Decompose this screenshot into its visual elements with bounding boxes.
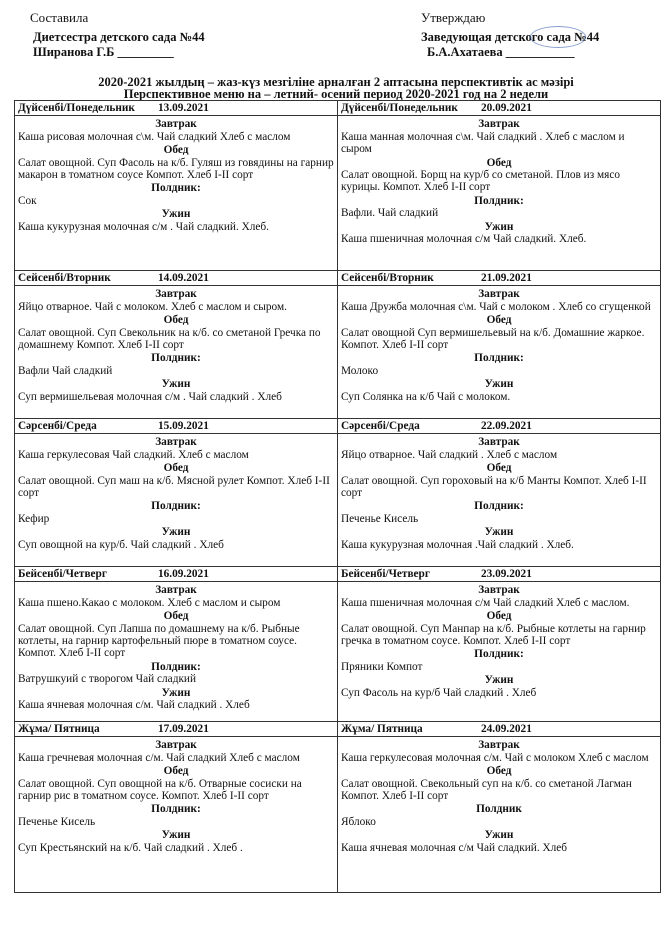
dinner-text: Суп вермишельевая молочная с/м . Чай сладкий . Хлеб: [18, 390, 282, 403]
week-day-row: [15, 567, 661, 722]
lunch-heading: Обед: [486, 314, 512, 327]
snack-text: Пряники Компот: [341, 660, 423, 673]
lunch-heading: Обед: [163, 610, 189, 623]
day-header: [338, 101, 660, 116]
snack-heading: Полдник:: [474, 352, 524, 365]
snack-heading: Полдник:: [151, 660, 201, 673]
day-cell: [338, 567, 661, 722]
breakfast-text: Яйцо отварное. Чай с молоком. Хлеб с маслом и сыром.: [18, 300, 287, 313]
lunch-text: Салат овощной Суп вермишельевый на к/б. Домашние жаркое. Компот. Хлеб I-II сорт: [341, 326, 645, 352]
snack-text: Сок: [18, 194, 37, 207]
day-cell: [15, 271, 338, 419]
day-cell: [338, 271, 661, 419]
breakfast-text: Каша манная молочная с\м. Чай сладкий . Хлеб с маслом и сыром: [341, 130, 625, 156]
compiled-by-label: Составила: [30, 10, 89, 25]
breakfast-text: Каша рисовая молочная с\м. Чай сладкий Хлеб с маслом: [18, 130, 291, 143]
day-cell: [15, 419, 338, 567]
day-date: 15.09.2021: [158, 420, 209, 432]
dinner-heading: Ужин: [161, 686, 191, 699]
dinner-text: Суп Солянка на к/б Чай с молоком.: [341, 390, 511, 403]
lunch-heading: Обед: [163, 765, 189, 778]
signature-stamp: [530, 26, 586, 48]
lunch-text: Салат овощной. Суп овощной на к/б. Отварные сосиски на гарнир рис в томатном соусе. Компот. Хлеб I-II сорт: [18, 777, 302, 803]
snack-heading: Полдник: [476, 803, 522, 816]
lunch-heading: Обед: [486, 765, 512, 778]
day-header: [15, 101, 337, 116]
day-date: 21.09.2021: [481, 272, 532, 284]
lunch-heading: Обед: [163, 462, 189, 475]
menu-title-kazakh: 2020-2021 жылдың – жаз-күз мезгiлiне арналған 2 аптасына перспективтiк ас мәзiрi: [98, 75, 574, 89]
lunch-text: Салат овощной. Суп Манпар на к/б. Рыбные котлеты на гарнир гречка в томатном соусе. Компот. Хлеб I-II сорт: [341, 622, 646, 648]
breakfast-heading: Завтрак: [478, 118, 520, 131]
snack-heading: Полдник:: [151, 352, 201, 365]
snack-text: Ватрушкуий с творогом Чай сладкий: [18, 673, 197, 686]
day-name: Бейсенбі/Четверг: [18, 568, 107, 580]
snack-text: Яблоко: [341, 815, 376, 828]
snack-heading: Полдник:: [474, 500, 524, 513]
dinner-heading: Ужин: [484, 829, 514, 842]
approved-by-role: Заведующая детского сада №44: [421, 30, 600, 44]
day-date: 16.09.2021: [158, 568, 209, 580]
dinner-text: Суп овощной на кур/б. Чай сладкий . Хлеб: [18, 538, 224, 551]
day-date: 22.09.2021: [481, 420, 532, 432]
day-header: [15, 722, 337, 737]
snack-text: Кефир: [18, 512, 50, 525]
day-name: Жұма/ Пятница: [341, 723, 423, 735]
day-name: Бейсенбі/Четверг: [341, 568, 430, 580]
day-cell: [15, 567, 338, 722]
lunch-heading: Обед: [163, 314, 189, 327]
dinner-text: Каша пшеничная молочная с/м Чай сладкий. Хлеб.: [341, 233, 587, 246]
breakfast-text: Каша геркулесовая Чай сладкий. Хлеб с маслом: [18, 448, 249, 461]
breakfast-text: Каша Дружба молочная с\м. Чай с молоком . Хлеб со сгущенкой: [341, 300, 651, 313]
day-header: [338, 722, 660, 737]
approved-by-name: Б.А.Ахатаева ___________: [427, 45, 575, 59]
breakfast-heading: Завтрак: [155, 584, 197, 597]
snack-text: Вафли Чай сладкий: [18, 364, 113, 377]
lunch-text: Салат овощной. Суп Фасоль на к/б. Гуляш из говядины на гарнир макарон в томатном соусе Компот. Хлеб I-II сорт: [18, 156, 334, 182]
breakfast-heading: Завтрак: [478, 739, 520, 752]
week-day-row: [15, 101, 661, 271]
week-day-row: [15, 419, 661, 567]
week-day-row: [15, 722, 661, 893]
day-name: Сәрсенбі/Среда: [341, 420, 420, 432]
day-name: Сейсенбі/Вторник: [18, 272, 111, 284]
day-name: Сәрсенбі/Среда: [18, 420, 97, 432]
day-date: 13.09.2021: [158, 102, 209, 114]
day-date: 23.09.2021: [481, 568, 532, 580]
day-cell: [15, 101, 338, 271]
day-header: [338, 271, 660, 286]
dinner-heading: Ужин: [161, 526, 191, 539]
breakfast-heading: Завтрак: [478, 436, 520, 449]
day-name: Жұма/ Пятница: [18, 723, 100, 735]
lunch-heading: Обед: [163, 144, 189, 157]
compiled-by-role: Диетсестра детского сада №44: [33, 30, 205, 44]
dinner-text: Каша кукурузная молочная с/м . Чай сладкий. Хлеб.: [18, 220, 270, 233]
day-date: 14.09.2021: [158, 272, 209, 284]
dinner-text: Каша кукурузная молочная .Чай сладкий . Хлеб.: [341, 538, 574, 551]
breakfast-text: Каша гречневая молочная с/м. Чай сладкий Хлеб с маслом: [18, 751, 300, 764]
breakfast-heading: Завтрак: [155, 288, 197, 301]
day-header: [338, 419, 660, 434]
lunch-heading: Обед: [486, 610, 512, 623]
snack-text: Печенье Кисель: [18, 815, 96, 828]
lunch-heading: Обед: [486, 462, 512, 475]
lunch-heading: Обед: [486, 156, 512, 169]
dinner-heading: Ужин: [161, 829, 191, 842]
day-header: [15, 271, 337, 286]
day-header: [15, 567, 337, 582]
dinner-heading: Ужин: [484, 220, 514, 233]
snack-text: Вафли. Чай сладкий: [341, 207, 439, 220]
snack-heading: Полдник:: [151, 500, 201, 513]
lunch-text: Салат овощной. Суп маш на к/б. Мясной рулет Компот. Хлеб I-II сорт: [18, 474, 330, 500]
day-cell: [338, 722, 661, 893]
day-name: Дүйсенбі/Понедельник: [341, 102, 458, 114]
compiled-by-name: Ширанова Г.Б _________: [33, 45, 174, 59]
week-day-row: [15, 271, 661, 419]
dinner-text: Суп Фасоль на кур/б Чай сладкий . Хлеб: [341, 686, 537, 699]
day-date: 24.09.2021: [481, 723, 532, 735]
breakfast-text: Яйцо отварное. Чай сладкий . Хлеб с маслом: [341, 448, 558, 461]
day-header: [338, 567, 660, 582]
day-cell: [338, 101, 661, 271]
day-name: Сейсенбі/Вторник: [341, 272, 434, 284]
lunch-text: Салат овощной. Свекольный суп на к/б. со сметаной Лагман Компот. Хлеб I-II сорт: [341, 777, 632, 803]
snack-heading: Полдник:: [151, 803, 201, 816]
dinner-heading: Ужин: [161, 378, 191, 391]
breakfast-heading: Завтрак: [478, 288, 520, 301]
dinner-text: Каша ячневая молочная с/м Чай сладкий. Хлеб: [341, 841, 568, 854]
day-name: Дүйсенбі/Понедельник: [18, 102, 135, 114]
lunch-text: Салат овощной. Суп гороховый на к/б Манты Компот. Хлеб I-II сорт: [341, 474, 647, 500]
lunch-text: Салат овощной. Борщ на кур/б со сметаной. Плов из мясо курицы. Компот. Хлеб I-II сорт: [341, 169, 621, 194]
dinner-heading: Ужин: [484, 526, 514, 539]
breakfast-heading: Завтрак: [155, 739, 197, 752]
breakfast-text: Каша геркулесовая молочная с/м. Чай с молоком Хлеб с маслом: [341, 751, 649, 764]
snack-heading: Полдник:: [474, 648, 524, 661]
breakfast-heading: Завтрак: [478, 584, 520, 597]
menu-title-russian: Перспективное меню на – летний- осений период 2020-2021 год на 2 недели: [123, 87, 549, 101]
day-date: 20.09.2021: [481, 102, 532, 114]
dinner-text: Каша ячневая молочная с/м. Чай сладкий . Хлеб: [18, 699, 250, 712]
dinner-heading: Ужин: [484, 378, 514, 391]
breakfast-text: Каша пшено.Какао с молоком. Хлеб с маслом и сыром: [18, 596, 281, 609]
breakfast-heading: Завтрак: [155, 436, 197, 449]
day-date: 17.09.2021: [158, 723, 209, 735]
snack-text: Молоко: [341, 364, 379, 377]
day-cell: [15, 722, 338, 893]
dinner-heading: Ужин: [161, 208, 191, 221]
snack-text: Печенье Кисель: [341, 512, 419, 525]
approved-by-label: Утверждаю: [421, 10, 486, 25]
breakfast-heading: Завтрак: [155, 118, 197, 131]
lunch-text: Салат овощной. Суп Свекольник на к/б. со сметаной Гречка по домашнему Компот. Хлеб I-II сорт: [18, 326, 321, 352]
menu-table: [14, 100, 661, 893]
day-header: [15, 419, 337, 434]
breakfast-text: Каша пшеничная молочная с/м Чай сладкий Хлеб с маслом.: [341, 596, 630, 609]
day-cell: [338, 419, 661, 567]
lunch-text: Салат овощной. Суп Лапша по домашнему на к/б. Рыбные котлеты, на гарнир картофельный пюре в томатном соусе. Компот. Хлеб I-II сорт: [18, 622, 300, 660]
dinner-text: Суп Крестьянский на к/б. Чай сладкий . Хлеб .: [18, 841, 243, 854]
snack-heading: Полдник:: [151, 182, 201, 195]
snack-heading: Полдник:: [474, 194, 524, 207]
dinner-heading: Ужин: [484, 674, 514, 687]
